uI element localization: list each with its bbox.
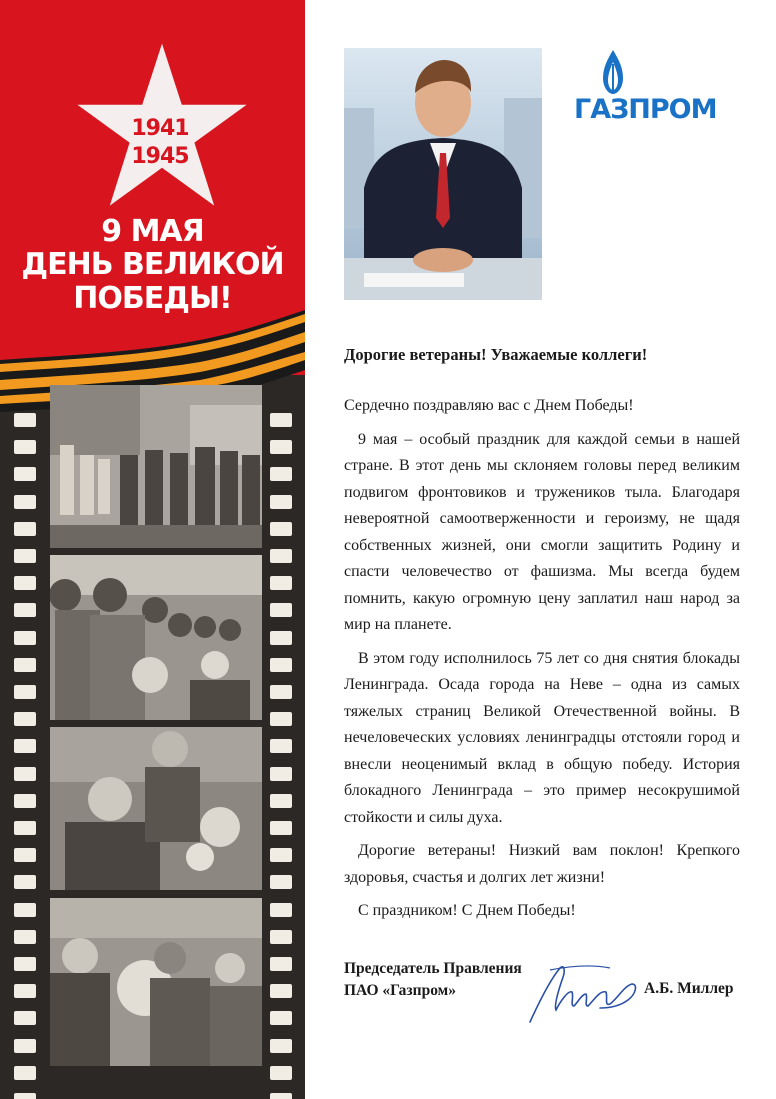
film-perforation xyxy=(270,1039,292,1053)
film-perforation xyxy=(270,794,292,808)
archive-photo-woman-flowers xyxy=(50,898,262,1066)
gazprom-wordmark: ГАЗПРОМ xyxy=(574,94,717,125)
position-line-2: ПАО «Газпром» xyxy=(344,982,456,999)
banner-title-line2: ПОБЕДЫ! xyxy=(73,281,232,316)
film-perforation xyxy=(270,1011,292,1025)
film-perforation xyxy=(270,440,292,454)
film-perforation xyxy=(14,984,36,998)
film-perforation xyxy=(14,549,36,563)
film-perforation xyxy=(270,984,292,998)
chairman-portrait xyxy=(344,48,542,300)
archive-photo-march xyxy=(50,385,262,548)
film-perforation xyxy=(14,903,36,917)
archive-photo-soldier-child xyxy=(50,727,262,890)
year-start: 1941 xyxy=(131,116,189,141)
letter-body xyxy=(344,393,740,932)
handwritten-signature xyxy=(520,950,645,1030)
signatory-position xyxy=(344,958,522,1002)
film-perforation xyxy=(270,495,292,509)
film-perforation xyxy=(14,848,36,862)
banner-date: 9 МАЯ xyxy=(101,214,204,249)
film-perforations-left xyxy=(14,375,40,1099)
letter-paragraph: В этом году исполнилось 75 лет со дня снятия блокады Ленинграда. Осада города на Неве – одна из самых тяжелых страниц Великой Отечественной войны. В нечеловеческих условиях ленинградцы отстояли город и внесли неоценимый вклад в общую победу. История блокадного Ленинграда – это пример несокрушимой стойкости и силы духа. xyxy=(344,649,740,826)
letter-greeting: Дорогие ветераны! Уважаемые коллеги! xyxy=(344,345,648,364)
film-perforation xyxy=(14,495,36,509)
film-perforation xyxy=(14,957,36,971)
film-perforation xyxy=(270,576,292,590)
film-perforation xyxy=(270,549,292,563)
film-perforation xyxy=(14,658,36,672)
film-perforation xyxy=(270,603,292,617)
film-perforation xyxy=(270,875,292,889)
film-perforation xyxy=(14,603,36,617)
year-end: 1945 xyxy=(131,144,189,169)
film-perforation xyxy=(14,685,36,699)
film-perforation xyxy=(270,522,292,536)
film-perforation xyxy=(14,821,36,835)
letter-paragraph: Сердечно поздравляю вас с Днем Победы! xyxy=(344,397,634,414)
film-perforation xyxy=(14,1039,36,1053)
film-perforation xyxy=(14,1011,36,1025)
film-perforation xyxy=(14,440,36,454)
gazprom-flame-icon xyxy=(602,50,624,94)
film-perforation xyxy=(270,685,292,699)
gazprom-logo xyxy=(574,50,740,130)
film-perforation xyxy=(270,903,292,917)
position-line-1: Председатель Правления xyxy=(344,960,522,977)
film-perforation xyxy=(270,848,292,862)
film-perforation xyxy=(14,794,36,808)
film-perforation xyxy=(270,957,292,971)
film-perforation xyxy=(270,712,292,726)
film-perforation xyxy=(270,1093,292,1099)
film-perforation xyxy=(270,767,292,781)
banner-title-line1: ДЕНЬ ВЕЛИКОЙ xyxy=(21,247,284,282)
film-perforations-right xyxy=(270,375,296,1099)
film-perforation xyxy=(270,930,292,944)
film-perforation xyxy=(14,576,36,590)
film-perforation xyxy=(14,631,36,645)
film-perforation xyxy=(270,821,292,835)
film-perforation xyxy=(14,1066,36,1080)
signatory-name: А.Б. Миллер xyxy=(644,980,734,997)
film-perforation xyxy=(14,767,36,781)
archive-photo-soldiers-flowers xyxy=(50,555,262,720)
war-years xyxy=(120,115,200,171)
letter-paragraph: Дорогие ветераны! Низкий вам поклон! Крепкого здоровья, счастья и долгих лет жизни! xyxy=(344,842,740,886)
letter-paragraph: 9 мая – особый праздник для каждой семьи в нашей стране. В этот день мы склоняем головы перед великим подвигом фронтовиков и тружеников тыла. Благодаря невероятной самоотверженности и героизму, не щадя собственных жизней, они смогли защитить Родину и спасти человечество от фашизма. Мы всегда будем помнить, какую огромную цену заплатил наш народ за мир на планете. xyxy=(344,430,740,633)
film-perforation xyxy=(270,739,292,753)
film-perforation xyxy=(270,467,292,481)
film-perforation xyxy=(270,658,292,672)
film-perforation xyxy=(14,930,36,944)
film-perforation xyxy=(14,522,36,536)
film-perforation xyxy=(270,631,292,645)
film-perforation xyxy=(14,712,36,726)
film-perforation xyxy=(14,739,36,753)
film-perforation xyxy=(14,1093,36,1099)
letter-paragraph: С праздником! С Днем Победы! xyxy=(358,902,576,919)
film-perforation xyxy=(14,875,36,889)
film-perforation xyxy=(14,467,36,481)
film-perforation xyxy=(270,1066,292,1080)
